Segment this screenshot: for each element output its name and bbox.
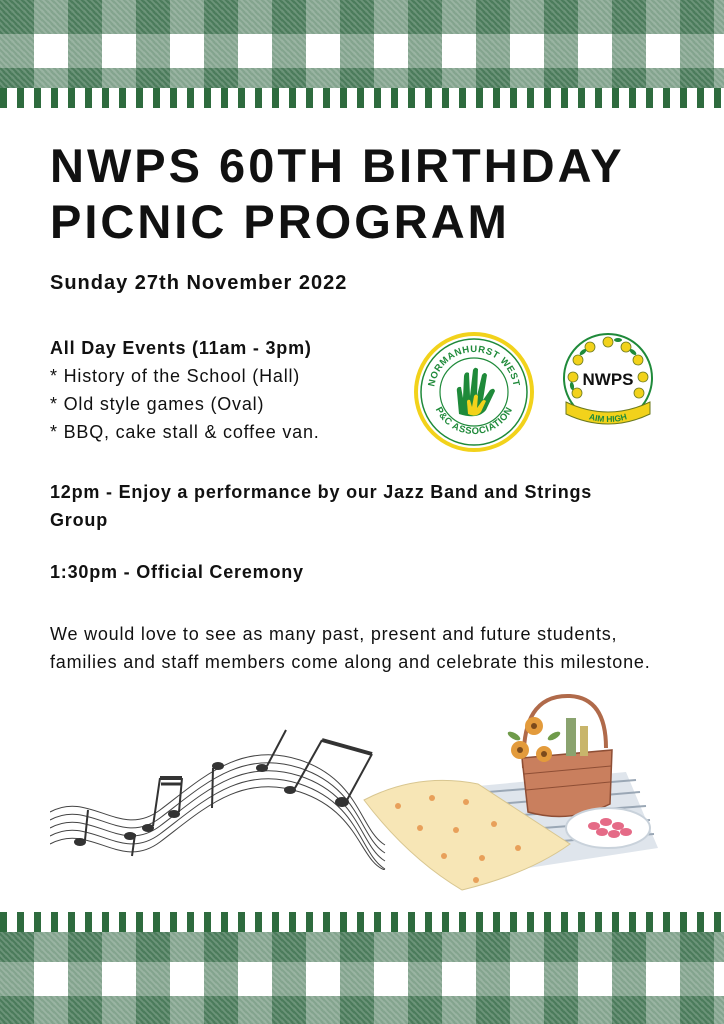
fringe-bottom [0,912,724,932]
event-date: Sunday 27th November 2022 [50,272,348,294]
pc-association-logo [412,330,536,454]
logo-motto: AIM HIGH [588,411,628,425]
music-staff-illustration [50,720,390,870]
fringe-top [0,88,724,108]
picnic-illustration [358,688,668,898]
list-item: * History of the School (Hall) [50,366,301,386]
jazz-band-performance: 12pm - Enjoy a performance by our Jazz Band and Strings Group [50,482,593,530]
logo-top-text: NORMANHURST WEST [426,343,522,388]
closing-message: We would love to see as many past, present and future students, families and staff members come along and celebrate this milestone. [50,624,651,672]
logo-school-name: NWPS [582,370,634,389]
gingham-border-bottom [0,932,724,1024]
logo-bottom-text: P&C ASSOCIATION [432,405,516,438]
list-item: * BBQ, cake stall & coffee van. [50,422,320,442]
official-ceremony: 1:30pm - Official Ceremony [50,562,304,582]
nwps-school-logo [556,330,660,438]
all-day-heading: All Day Events (11am - 3pm) [50,338,312,358]
list-item: * Old style games (Oval) [50,394,265,414]
gingham-border-top [0,0,724,88]
all-day-events [50,334,410,446]
page-title: NWPS 60TH BIRTHDAY PICNIC PROGRAM [50,139,624,248]
